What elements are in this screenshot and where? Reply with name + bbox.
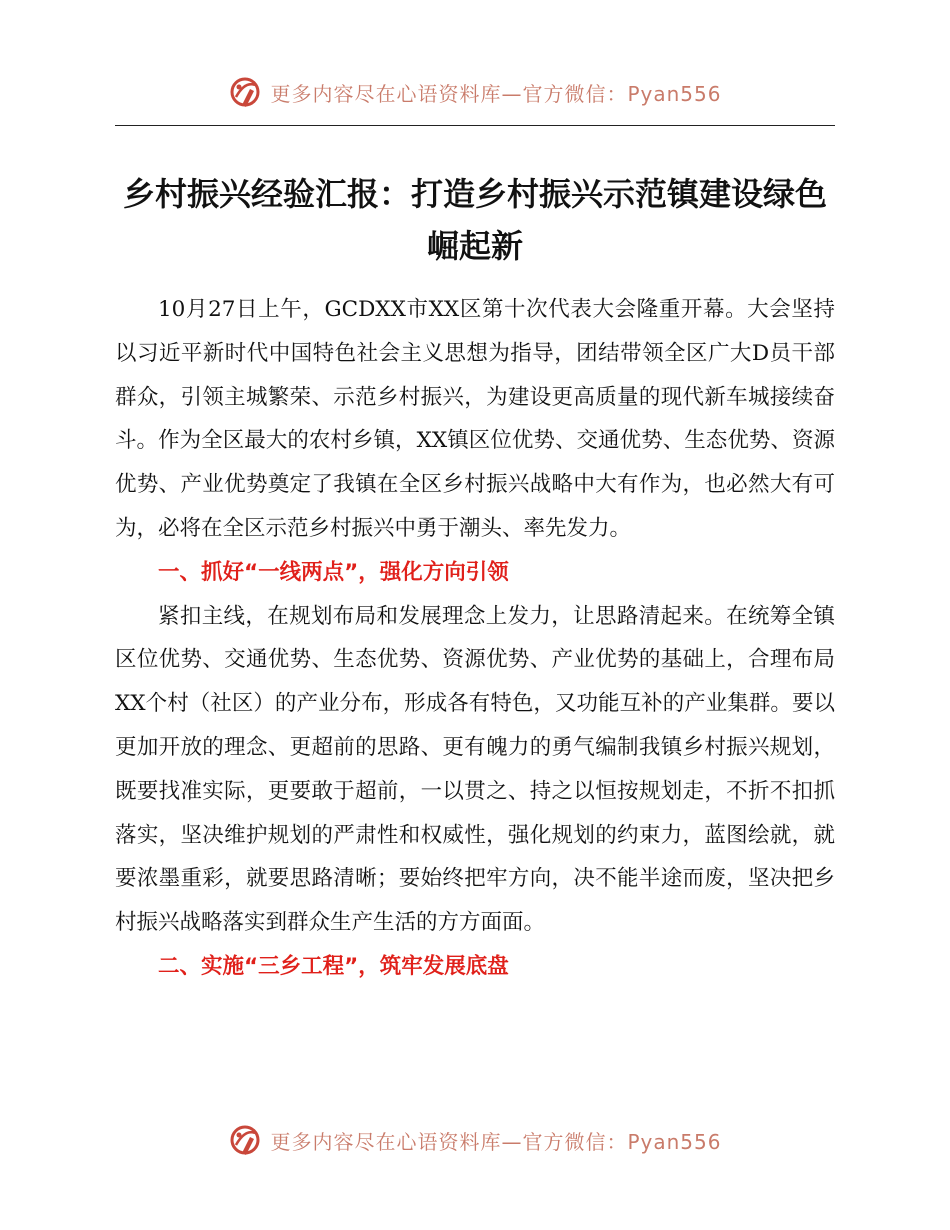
header-banner <box>0 72 950 112</box>
footer-banner-text: 更多内容尽在心语资料库—官方微信：Pyan556 <box>270 1129 722 1154</box>
document-title: 乡村振兴经验汇报：打造乡村振兴示范镇建设绿色崛起新 <box>122 175 827 265</box>
section-1-paragraph: 紧扣主线，在规划布局和发展理念上发力，让思路清起来。在统筹全镇区位优势、交通优势、生态优势、资源优势、产业优势的基础上，合理布局XX个村（社区）的产业分布，形成各有特色，又功能互补的产业集群。要以更加开放的理念、更超前的思路、更有魄力的勇气编制我镇乡村振兴规划，既要找准实际，更要敢于超前，一以贯之、持之以恒按规划走，不折不扣抓落实，坚决维护规划的严肃性和权威性，强化规划的约束力，蓝图绘就，就要浓墨重彩，就要思路清晰；要始终把牢方向，决不能半途而废，坚决把乡村振兴战略落实到群众生产生活的方方面面。 <box>115 603 835 936</box>
logo-icon <box>228 1123 262 1157</box>
header-banner-text: 更多内容尽在心语资料库—官方微信：Pyan556 <box>270 81 722 106</box>
footer-banner <box>0 1120 950 1160</box>
section-heading-2: 二、实施“三乡工程”，筑牢发展底盘 <box>158 953 509 979</box>
intro-paragraph: 10月27日上午，GCDXX市XX区第十次代表大会隆重开幕。大会坚持以习近平新时代中国特色社会主义思想为指导，团结带领全区广大D员干部群众，引领主城繁荣、示范乡村振兴，为建设更高质量的现代新车城接续奋斗。作为全区最大的农村乡镇，XX镇区位优势、交通优势、生态优势、资源优势、产业优势奠定了我镇在全区乡村振兴战略中大有作为，也必然大有可为，必将在全区示范乡村振兴中勇于潮头、率先发力。 <box>115 297 835 541</box>
header-divider <box>115 125 835 126</box>
logo-icon <box>228 75 262 109</box>
document-body <box>115 288 835 989</box>
section-heading-1: 一、抓好“一线两点”，强化方向引领 <box>158 559 509 585</box>
